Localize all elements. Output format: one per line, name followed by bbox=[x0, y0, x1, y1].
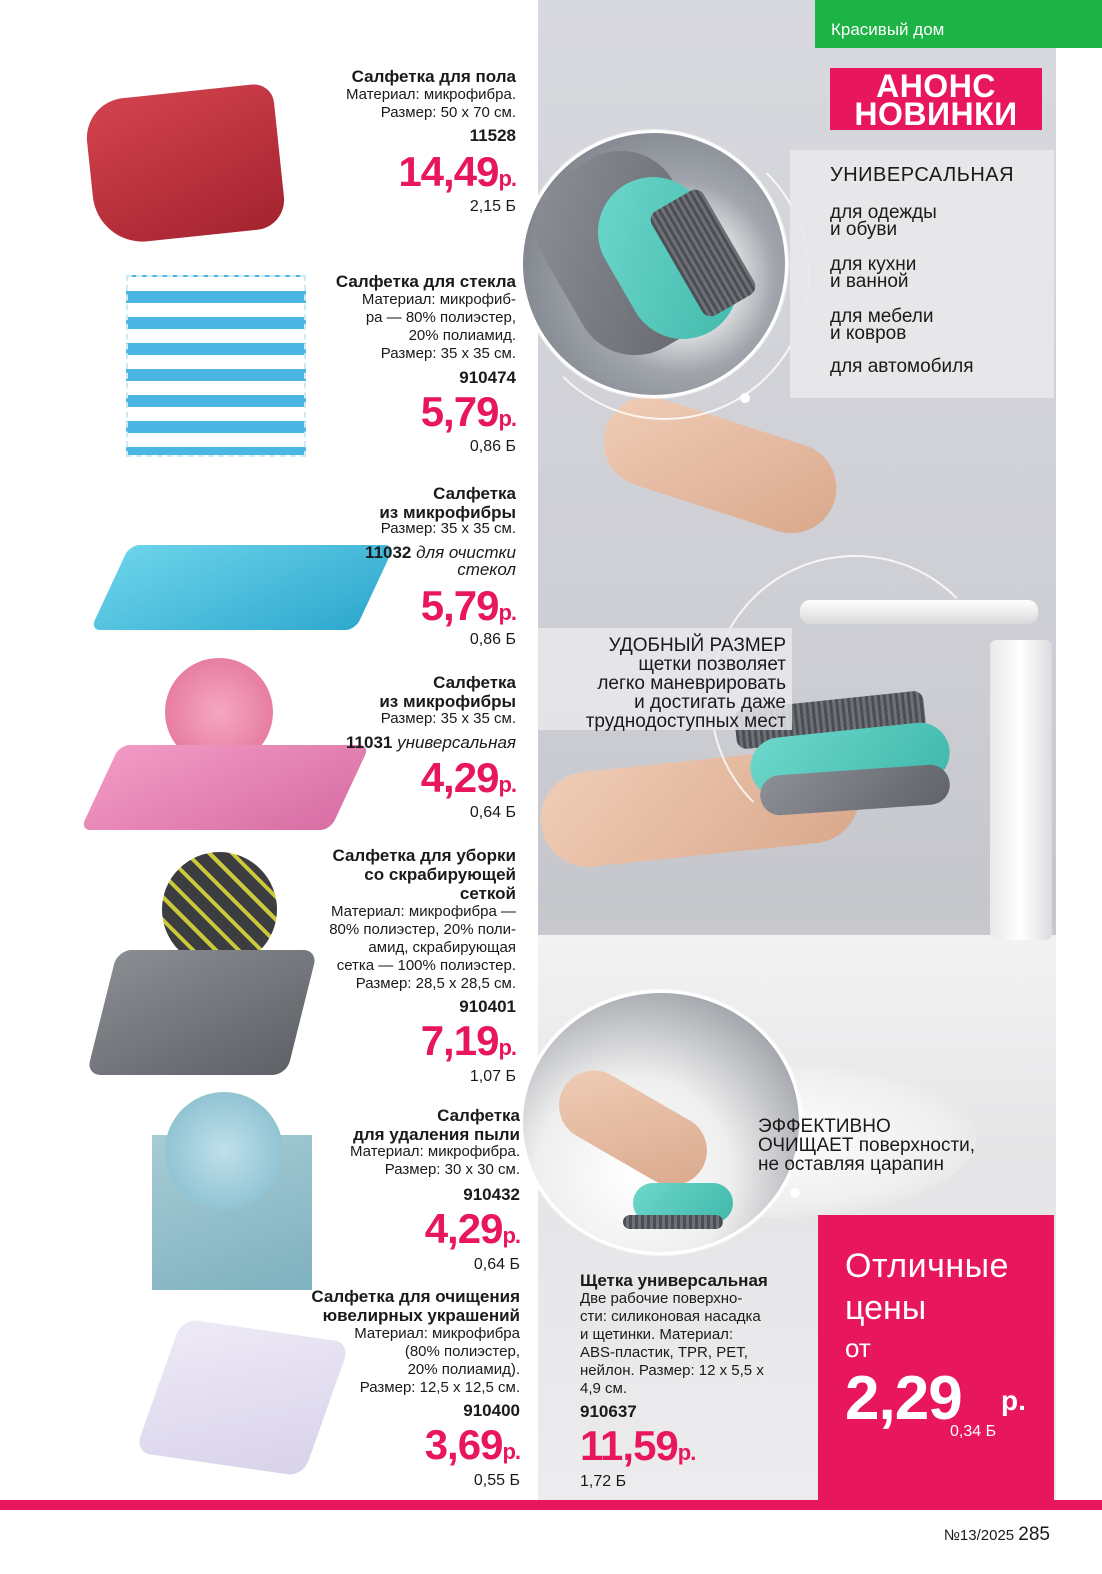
product-points: 0,86 Б bbox=[469, 631, 516, 648]
product-desc-line: Размер: 28,5 х 28,5 см. bbox=[355, 975, 516, 992]
promo-price: 2,29 bbox=[845, 1364, 962, 1433]
price-currency: р. bbox=[498, 166, 516, 191]
product-description bbox=[220, 1325, 520, 1397]
announcement-line-1: АНОНС bbox=[876, 68, 996, 104]
arc-dot-2 bbox=[790, 1188, 800, 1198]
product-description bbox=[216, 903, 516, 993]
price-value: 4,29 bbox=[424, 1205, 503, 1252]
price-currency: р. bbox=[498, 1035, 516, 1060]
product-code-value: 11031 bbox=[346, 733, 393, 752]
product-title-line: со скрабирующей bbox=[364, 865, 516, 884]
product-note: стекол bbox=[457, 560, 516, 579]
price-currency: р. bbox=[498, 772, 516, 797]
callout-line: не оставляя царапин bbox=[758, 1154, 945, 1175]
product-code: 910401 bbox=[459, 997, 516, 1016]
product-description bbox=[216, 710, 516, 728]
feature-list-panel bbox=[790, 150, 1054, 398]
price-value: 11,59 bbox=[580, 1422, 678, 1469]
brush-desc-line: 4,9 см. bbox=[580, 1380, 627, 1397]
product-title bbox=[216, 846, 516, 903]
product-price bbox=[398, 148, 516, 196]
feature-item-line: и обуви bbox=[830, 219, 898, 240]
callout-line: и достигать даже bbox=[634, 692, 786, 713]
product-price bbox=[425, 1421, 520, 1469]
product-desc-line: Размер: 12,5 х 12,5 см. bbox=[359, 1379, 520, 1396]
hand-closeup-bottom bbox=[546, 1058, 720, 1199]
product-description bbox=[220, 1143, 520, 1179]
brush-desc-line: сти: силиконовая насадка bbox=[580, 1308, 761, 1325]
product-description bbox=[216, 291, 516, 363]
price-currency: р. bbox=[498, 406, 516, 431]
product-title-line: из микрофибры bbox=[379, 692, 516, 711]
product-desc-line: Материал: микрофибра — bbox=[331, 903, 516, 920]
product-points: 0,64 Б bbox=[469, 804, 516, 821]
brush-title: Щетка универсальная bbox=[580, 1271, 768, 1290]
feature-item bbox=[830, 256, 1030, 290]
product-desc-line: Размер: 35 х 35 см. bbox=[380, 520, 516, 537]
product-price bbox=[421, 1017, 516, 1065]
page-footer bbox=[944, 1524, 1050, 1546]
pink-microfiber-cloth-image bbox=[80, 745, 370, 830]
feature-heading: УНИВЕРСАЛЬНАЯ bbox=[830, 164, 1015, 186]
product-description bbox=[216, 86, 516, 122]
product-title bbox=[216, 272, 516, 291]
product-note: универсальная bbox=[397, 733, 516, 752]
product-title-line: Салфетка bbox=[433, 484, 516, 503]
product-desc-line: Размер: 35 х 35 см. bbox=[380, 345, 516, 362]
price-currency: р. bbox=[502, 1439, 520, 1464]
announcement-badge bbox=[830, 68, 1042, 130]
category-tag-label: Красивый дом bbox=[831, 20, 945, 39]
product-desc-line: Материал: микрофибра bbox=[354, 1325, 520, 1342]
size-callout bbox=[520, 636, 786, 731]
product-title-line: Салфетка для уборки bbox=[332, 846, 516, 865]
brush-description bbox=[580, 1290, 810, 1398]
promo-line-1: Отличные bbox=[845, 1247, 1009, 1285]
product-title bbox=[216, 67, 516, 86]
product-title-line: для удаления пыли bbox=[353, 1125, 520, 1144]
product-code: 910474 bbox=[459, 368, 516, 387]
product-title-line: Салфетка bbox=[433, 673, 516, 692]
product-title bbox=[216, 484, 516, 522]
product-desc-line: 80% полиэстер, 20% поли- bbox=[329, 921, 516, 938]
product-price bbox=[421, 388, 516, 436]
promo-points: 0,34 Б bbox=[950, 1423, 997, 1440]
product-desc-line: Размер: 50 х 70 см. bbox=[380, 104, 516, 121]
brush-desc-line: Две рабочие поверхно- bbox=[580, 1290, 743, 1307]
brush-desc-line: нейлон. Размер: 12 х 5,5 х bbox=[580, 1362, 764, 1379]
category-tag bbox=[815, 0, 1102, 48]
blue-microfiber-cloth-image bbox=[90, 545, 395, 630]
product-note: для очистки bbox=[416, 543, 516, 562]
product-title-line: Салфетка для стекла bbox=[335, 272, 516, 291]
product-code-value: 11032 bbox=[365, 543, 412, 562]
product-desc-line: амид, скрабирующая bbox=[368, 939, 516, 956]
brush-desc-line: и щетинки. Материал: bbox=[580, 1326, 734, 1343]
product-desc-line: Размер: 35 х 35 см. bbox=[380, 710, 516, 727]
price-value: 14,49 bbox=[398, 148, 499, 195]
announcement-line-2: НОВИНКИ bbox=[854, 96, 1018, 132]
product-description bbox=[216, 520, 516, 538]
product-points: 1,07 Б bbox=[469, 1068, 516, 1085]
brush-code: 910637 bbox=[580, 1402, 637, 1421]
callout-line: УДОБНЫЙ РАЗМЕР bbox=[608, 635, 786, 656]
product-points: 0,55 Б bbox=[473, 1472, 520, 1489]
promo-price-box bbox=[818, 1215, 1054, 1500]
price-currency: р. bbox=[498, 600, 516, 625]
product-points: 0,64 Б bbox=[473, 1256, 520, 1273]
product-desc-line: ра — 80% полиэстер, bbox=[365, 309, 516, 326]
feature-item-line: для одежды bbox=[830, 202, 937, 223]
feature-item bbox=[830, 308, 1030, 342]
product-price bbox=[421, 754, 516, 802]
promo-line-2: цены bbox=[845, 1289, 927, 1327]
brush-price bbox=[580, 1422, 695, 1470]
product-title-line: сеткой bbox=[459, 884, 516, 903]
promo-line-3: от bbox=[845, 1333, 871, 1363]
product-desc-line: Материал: микрофибра. bbox=[346, 86, 516, 103]
feature-item-line: для кухни bbox=[830, 254, 917, 275]
price-value: 7,19 bbox=[420, 1017, 499, 1064]
price-currency: р. bbox=[502, 1223, 520, 1248]
product-desc-line: Материал: микрофиб- bbox=[361, 291, 516, 308]
product-price bbox=[421, 582, 516, 630]
callout-line: легко маневрировать bbox=[597, 673, 786, 694]
feature-item-line: и ванной bbox=[830, 271, 909, 292]
product-desc-line: Материал: микрофибра. bbox=[350, 1143, 520, 1160]
brush-desc-line: ABS-пластик, TPR, PET, bbox=[580, 1344, 748, 1361]
issue-number: №13/2025 bbox=[943, 1527, 1015, 1544]
product-title bbox=[216, 673, 516, 711]
product-code: 910432 bbox=[463, 1185, 520, 1204]
price-value: 3,69 bbox=[424, 1421, 503, 1468]
product-desc-line: 20% полиамид). bbox=[407, 1361, 520, 1378]
arc-dot-1 bbox=[740, 393, 750, 403]
price-value: 5,79 bbox=[420, 582, 499, 629]
clean-callout bbox=[758, 1117, 1038, 1174]
product-title bbox=[220, 1106, 520, 1144]
feature-item bbox=[830, 204, 1030, 238]
price-currency: р. bbox=[677, 1440, 696, 1465]
product-price bbox=[425, 1205, 520, 1253]
callout-line: ЭФФЕКТИВНО bbox=[758, 1116, 891, 1137]
feature-item-line: и ковров bbox=[830, 323, 907, 344]
callout-line: щетки позволяет bbox=[638, 654, 786, 675]
product-points: 2,15 Б bbox=[469, 198, 516, 215]
product-desc-line: (80% полиэстер, bbox=[404, 1343, 520, 1360]
product-title bbox=[220, 1287, 520, 1325]
product-title-line: Салфетка для очищения bbox=[311, 1287, 520, 1306]
bottom-accent-bar bbox=[0, 1500, 1102, 1510]
brush-bristles-bottom bbox=[623, 1215, 723, 1229]
product-title-line: Салфетка для пола bbox=[351, 67, 516, 86]
product-title-line: из микрофибры bbox=[379, 503, 516, 522]
promo-currency: р. bbox=[1001, 1385, 1026, 1416]
page-margin bbox=[1056, 48, 1102, 1500]
arc-decoration-2 bbox=[520, 130, 810, 420]
price-value: 4,29 bbox=[420, 754, 499, 801]
product-desc-line: Размер: 30 х 30 см. bbox=[384, 1161, 520, 1178]
product-desc-line: сетка — 100% полиэстер. bbox=[336, 957, 516, 974]
product-desc-line: 20% полиамид. bbox=[408, 327, 516, 344]
feature-item-line: для автомобиля bbox=[830, 356, 974, 377]
product-code: 11528 bbox=[469, 126, 516, 145]
page-number: 285 bbox=[1018, 1524, 1050, 1545]
price-value: 5,79 bbox=[420, 388, 499, 435]
product-points: 0,86 Б bbox=[469, 438, 516, 455]
feature-item bbox=[830, 358, 1030, 375]
product-title-line: Салфетка bbox=[437, 1106, 520, 1125]
feature-item-line: для мебели bbox=[830, 306, 934, 327]
product-code bbox=[365, 544, 516, 578]
callout-line: труднодоступных мест bbox=[585, 711, 786, 732]
brush-points: 1,72 Б bbox=[580, 1473, 627, 1490]
product-title-line: ювелирных украшений bbox=[322, 1306, 520, 1325]
product-code bbox=[346, 733, 516, 753]
callout-line: ОЧИЩАЕТ поверхности, bbox=[758, 1135, 976, 1156]
product-code: 910400 bbox=[463, 1401, 520, 1420]
